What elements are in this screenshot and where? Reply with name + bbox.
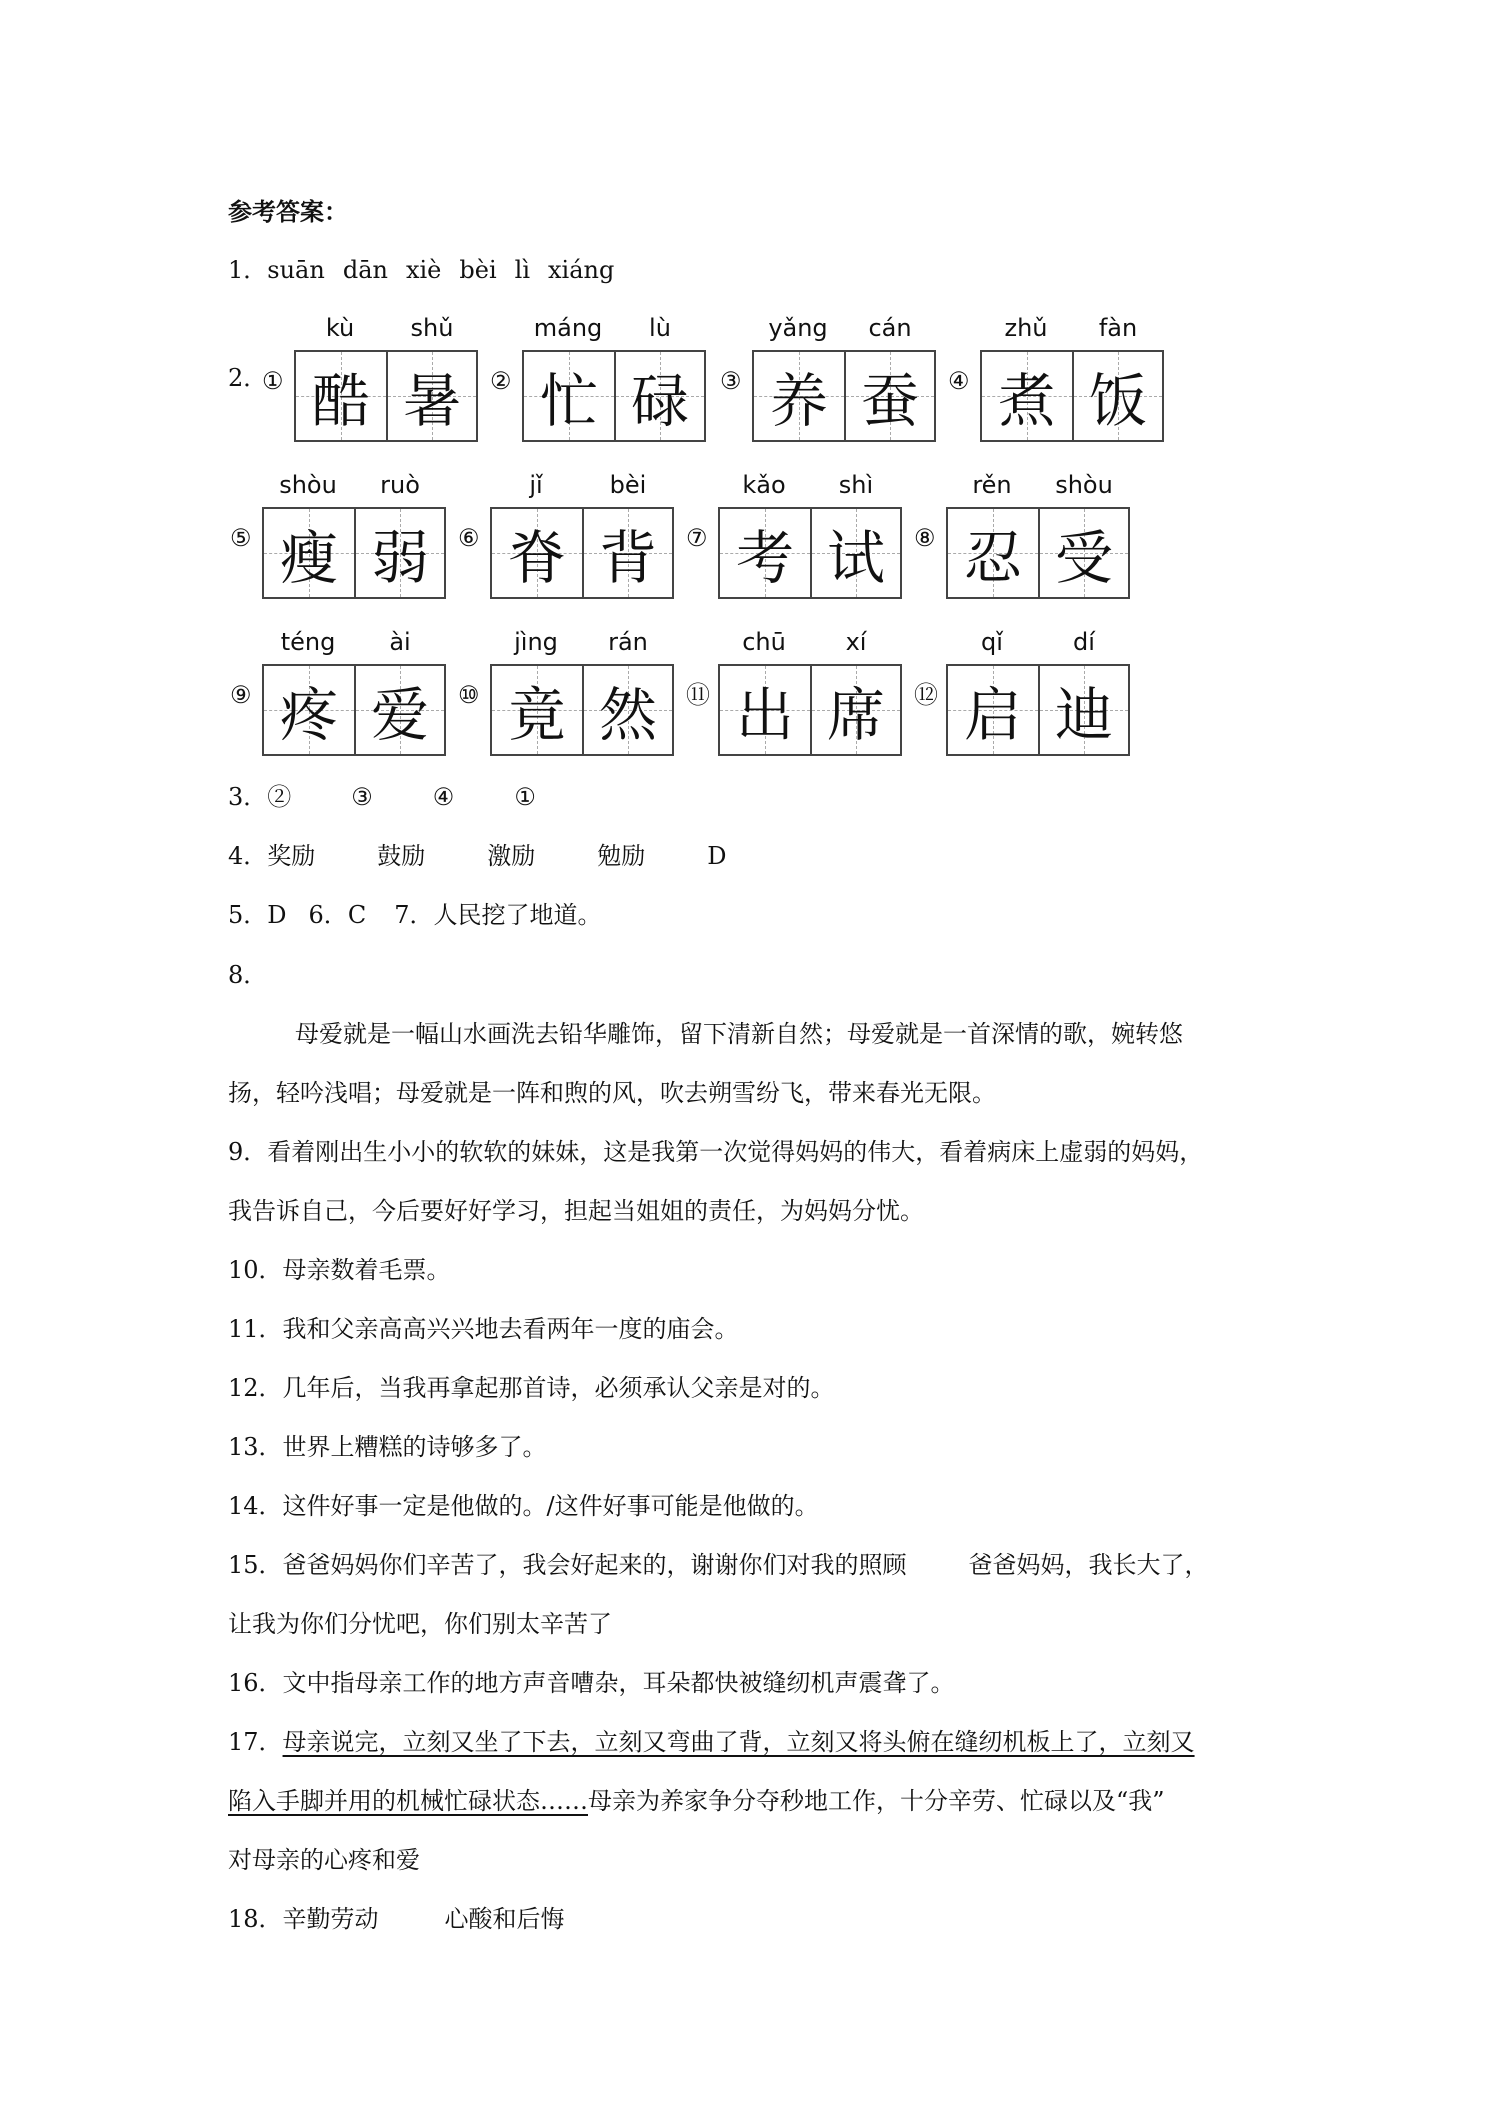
question-number: 17． (228, 1728, 283, 1756)
pinyin-character-pair (262, 313, 484, 443)
question-number: 5． (228, 901, 268, 929)
pinyin: yǎng (768, 314, 828, 342)
answer-value: 心酸和后悔 (444, 1905, 565, 1933)
answer-4 (228, 841, 727, 871)
pinyin: dí (1073, 628, 1095, 656)
tianzige-cell (844, 352, 934, 440)
pinyin: jìng (514, 628, 558, 656)
tianzige-box (718, 664, 902, 756)
pinyin-character-pair (490, 313, 712, 443)
pinyin: kù (325, 314, 355, 342)
answer-value: ① (514, 783, 536, 811)
pinyin-answer: dān (342, 256, 388, 284)
hanzi-character: 煮 (997, 367, 1056, 435)
hanzi-character: 迪 (1054, 681, 1113, 749)
answer-13 (228, 1432, 547, 1462)
tianzige-cell (354, 509, 444, 597)
pinyin: shòu (1055, 471, 1113, 499)
underlined-quote: 母亲说完，立刻又坐了下去，立刻又弯曲了背，立刻又将头俯在缝纫机板上了，立刻又 (282, 1728, 1195, 1756)
item-index: ② (490, 367, 512, 395)
tianzige-cell (1072, 352, 1162, 440)
pinyin: ài (389, 628, 411, 656)
item-index: ⑪ (686, 681, 710, 709)
answer-value: 鼓励 (377, 842, 426, 870)
pinyin-answer: bèi (459, 256, 497, 284)
item-index: ① (262, 367, 284, 395)
hanzi-character: 蚕 (860, 367, 919, 435)
question-number: 11． (228, 1315, 283, 1343)
tianzige-box (262, 664, 446, 756)
pinyin-answer: xiáng (548, 256, 615, 284)
item-index: ③ (720, 367, 742, 395)
answer-value: ④ (432, 783, 455, 811)
answer-8-line-2: 扬，轻吟浅唱；母爱就是一阵和煦的风，吹去朔雪纷飞，带来春光无限。 (228, 1079, 996, 1107)
answer-16 (228, 1668, 955, 1698)
pinyin-character-pair (686, 627, 908, 757)
answer-11 (228, 1314, 739, 1344)
pinyin-answer: suān (267, 256, 325, 284)
answer-17-line-3: 对母亲的心疼和爱 (228, 1846, 420, 1874)
answer-text: 文中指母亲工作的地方声音嘈杂，耳朵都快被缝纫机声震聋了。 (282, 1669, 955, 1697)
answer-15-line-1 (228, 1550, 1209, 1580)
pinyin-character-pair (720, 313, 942, 443)
pinyin: fàn (1098, 314, 1138, 342)
hanzi-character: 饭 (1088, 367, 1147, 435)
answer-text: 母亲为养家争分夺秒地工作，十分辛劳、忙碌以及“我” (588, 1787, 1165, 1815)
question-number: 15． (228, 1551, 283, 1579)
item-index: ⑧ (914, 524, 936, 552)
tianzige-box (980, 350, 1164, 442)
answer-15-line-2: 让我为你们分忧吧，你们别太辛苦了 (228, 1610, 612, 1638)
answer-10 (228, 1255, 451, 1285)
question-number: 8． (228, 961, 268, 989)
underlined-quote: 陷入手脚并用的机械忙碌状态…… (228, 1787, 588, 1815)
tianzige-box (718, 507, 902, 599)
question-number: 4． (228, 842, 268, 870)
question-number: 18． (228, 1905, 283, 1933)
hanzi-character: 疼 (279, 681, 338, 749)
hanzi-character: 启 (963, 681, 1022, 749)
tianzige-cell (264, 509, 354, 597)
pinyin: shǔ (410, 314, 454, 342)
hanzi-character: 酷 (311, 367, 370, 435)
question-number: 14． (228, 1492, 283, 1520)
tianzige-cell (524, 352, 614, 440)
answer-value: 人民挖了地道。 (433, 901, 602, 929)
question-number: 10． (228, 1256, 283, 1284)
tianzige-cell (582, 509, 672, 597)
hanzi-character: 背 (598, 524, 657, 592)
answer-5-6-7 (228, 900, 601, 930)
pinyin-character-pair (458, 470, 680, 600)
tianzige-cell (720, 509, 810, 597)
answer-17-line-2 (228, 1786, 1165, 1816)
answer-18 (228, 1904, 565, 1934)
answer-value: 辛勤劳动 (282, 1905, 379, 1933)
hanzi-character: 受 (1054, 524, 1113, 592)
answer-value: 奖励 (267, 842, 316, 870)
pinyin: shòu (279, 471, 337, 499)
tianzige-cell (754, 352, 844, 440)
answer-12 (228, 1373, 835, 1403)
tianzige-cell (582, 666, 672, 754)
tianzige-box (946, 664, 1130, 756)
pinyin: ruò (380, 471, 420, 499)
question-number: 3． (228, 783, 268, 811)
answer-value: 激励 (487, 842, 536, 870)
answer-9-line-2: 我告诉自己，今后要好好学习，担起当姐姐的责任，为妈妈分忧。 (228, 1197, 924, 1225)
hanzi-character: 然 (598, 681, 657, 749)
answer-text: 几年后，当我再拿起那首诗，必须承认父亲是对的。 (282, 1374, 835, 1402)
pinyin: máng (533, 314, 603, 342)
hanzi-character: 碌 (630, 367, 689, 435)
pinyin: rán (608, 628, 648, 656)
answer-value: C (347, 901, 367, 929)
pinyin: qǐ (981, 628, 1003, 656)
tianzige-cell (386, 352, 476, 440)
tianzige-box (294, 350, 478, 442)
question-number: 1． (228, 256, 268, 284)
tianzige-cell (810, 666, 900, 754)
question-number: 13． (228, 1433, 283, 1461)
answer-9-line-1 (228, 1137, 1203, 1167)
answer-value: D (267, 901, 287, 929)
pinyin-character-pair (686, 470, 908, 600)
tianzige-box (522, 350, 706, 442)
pinyin: jǐ (529, 471, 543, 499)
answer-14 (228, 1491, 819, 1521)
tianzige-cell (614, 352, 704, 440)
pinyin-character-pair (230, 627, 452, 757)
pinyin: chū (742, 628, 786, 656)
answer-text: 世界上糟糕的诗够多了。 (282, 1433, 547, 1461)
answer-text: 爸爸妈妈，我长大了， (968, 1551, 1209, 1579)
tianzige-cell (948, 666, 1038, 754)
pinyin-character-pair (914, 470, 1136, 600)
hanzi-character: 出 (735, 681, 794, 749)
answer-text: 看着刚出生小小的软软的妹妹，这是我第一次觉得妈妈的伟大，看着病床上虚弱的妈妈， (267, 1138, 1204, 1166)
hanzi-character: 养 (769, 367, 828, 435)
hanzi-character: 爱 (370, 681, 429, 749)
question-number: 9． (228, 1138, 268, 1166)
answer-value: 勉励 (597, 842, 646, 870)
item-index: ⑫ (914, 681, 938, 709)
tianzige-cell (492, 666, 582, 754)
tianzige-cell (810, 509, 900, 597)
pinyin: bèi (609, 471, 647, 499)
pinyin: zhǔ (1004, 314, 1048, 342)
tianzige-box (490, 507, 674, 599)
answer-value: ② (267, 783, 292, 811)
tianzige-box (262, 507, 446, 599)
item-index: ⑩ (458, 681, 480, 709)
question-number: 2． (228, 364, 268, 392)
pinyin: cán (868, 314, 912, 342)
question-number: 16． (228, 1669, 283, 1697)
hanzi-character: 竟 (507, 681, 566, 749)
item-index: ④ (948, 367, 970, 395)
tianzige-cell (948, 509, 1038, 597)
tianzige-cell (296, 352, 386, 440)
tianzige-cell (1038, 509, 1128, 597)
answer-text: 母亲数着毛票。 (282, 1256, 451, 1284)
answer-text: 这件好事一定是他做的。/这件好事可能是他做的。 (282, 1492, 819, 1520)
answer-1 (228, 255, 614, 285)
hanzi-character: 忍 (963, 524, 1022, 592)
pinyin: lù (649, 314, 671, 342)
pinyin-character-pair (914, 627, 1136, 757)
pinyin: téng (280, 628, 336, 656)
tianzige-cell (492, 509, 582, 597)
answer-value: ③ (351, 783, 373, 811)
pinyin-character-pair (230, 470, 452, 600)
pinyin: kǎo (742, 471, 786, 499)
hanzi-character: 席 (826, 681, 885, 749)
question-number: 12． (228, 1374, 283, 1402)
answer-text: 爸爸妈妈你们辛苦了，我会好起来的，谢谢你们对我的照顾 (282, 1551, 907, 1579)
hanzi-character: 考 (735, 524, 794, 592)
pinyin-character-pair (948, 313, 1170, 443)
tianzige-box (946, 507, 1130, 599)
pinyin: xí (845, 628, 867, 656)
answer-text: 我和父亲高高兴兴地去看两年一度的庙会。 (282, 1315, 739, 1343)
item-index: ⑤ (230, 524, 252, 552)
hanzi-character: 弱 (370, 524, 429, 592)
tianzige-cell (1038, 666, 1128, 754)
tianzige-cell (720, 666, 810, 754)
hanzi-character: 瘦 (279, 524, 338, 592)
hanzi-character: 脊 (507, 524, 566, 592)
item-index: ⑦ (686, 524, 708, 552)
answer-17-line-1 (228, 1727, 1195, 1757)
pinyin-answer: xiè (405, 256, 442, 284)
item-index: ⑨ (230, 681, 252, 709)
tianzige-cell (982, 352, 1072, 440)
hanzi-character: 暑 (402, 367, 461, 435)
tianzige-box (490, 664, 674, 756)
hanzi-character: 忙 (539, 367, 598, 435)
answer-8-line-1: 母爱就是一幅山水画洗去铅华雕饰，留下清新自然；母爱就是一首深情的歌，婉转悠 (295, 1020, 1183, 1048)
question-number: 7． (394, 901, 434, 929)
tianzige-cell (264, 666, 354, 754)
pinyin: shì (838, 471, 874, 499)
question-number: 6． (308, 901, 348, 929)
pinyin: rěn (972, 471, 1012, 499)
item-index: ⑥ (458, 524, 480, 552)
hanzi-character: 试 (826, 524, 885, 592)
pinyin-character-pair (458, 627, 680, 757)
answer-3 (228, 782, 536, 812)
tianzige-cell (354, 666, 444, 754)
answer-value: D (707, 842, 727, 870)
tianzige-box (752, 350, 936, 442)
pinyin-answer: lì (514, 256, 530, 284)
page-title: 参考答案： (228, 197, 348, 226)
